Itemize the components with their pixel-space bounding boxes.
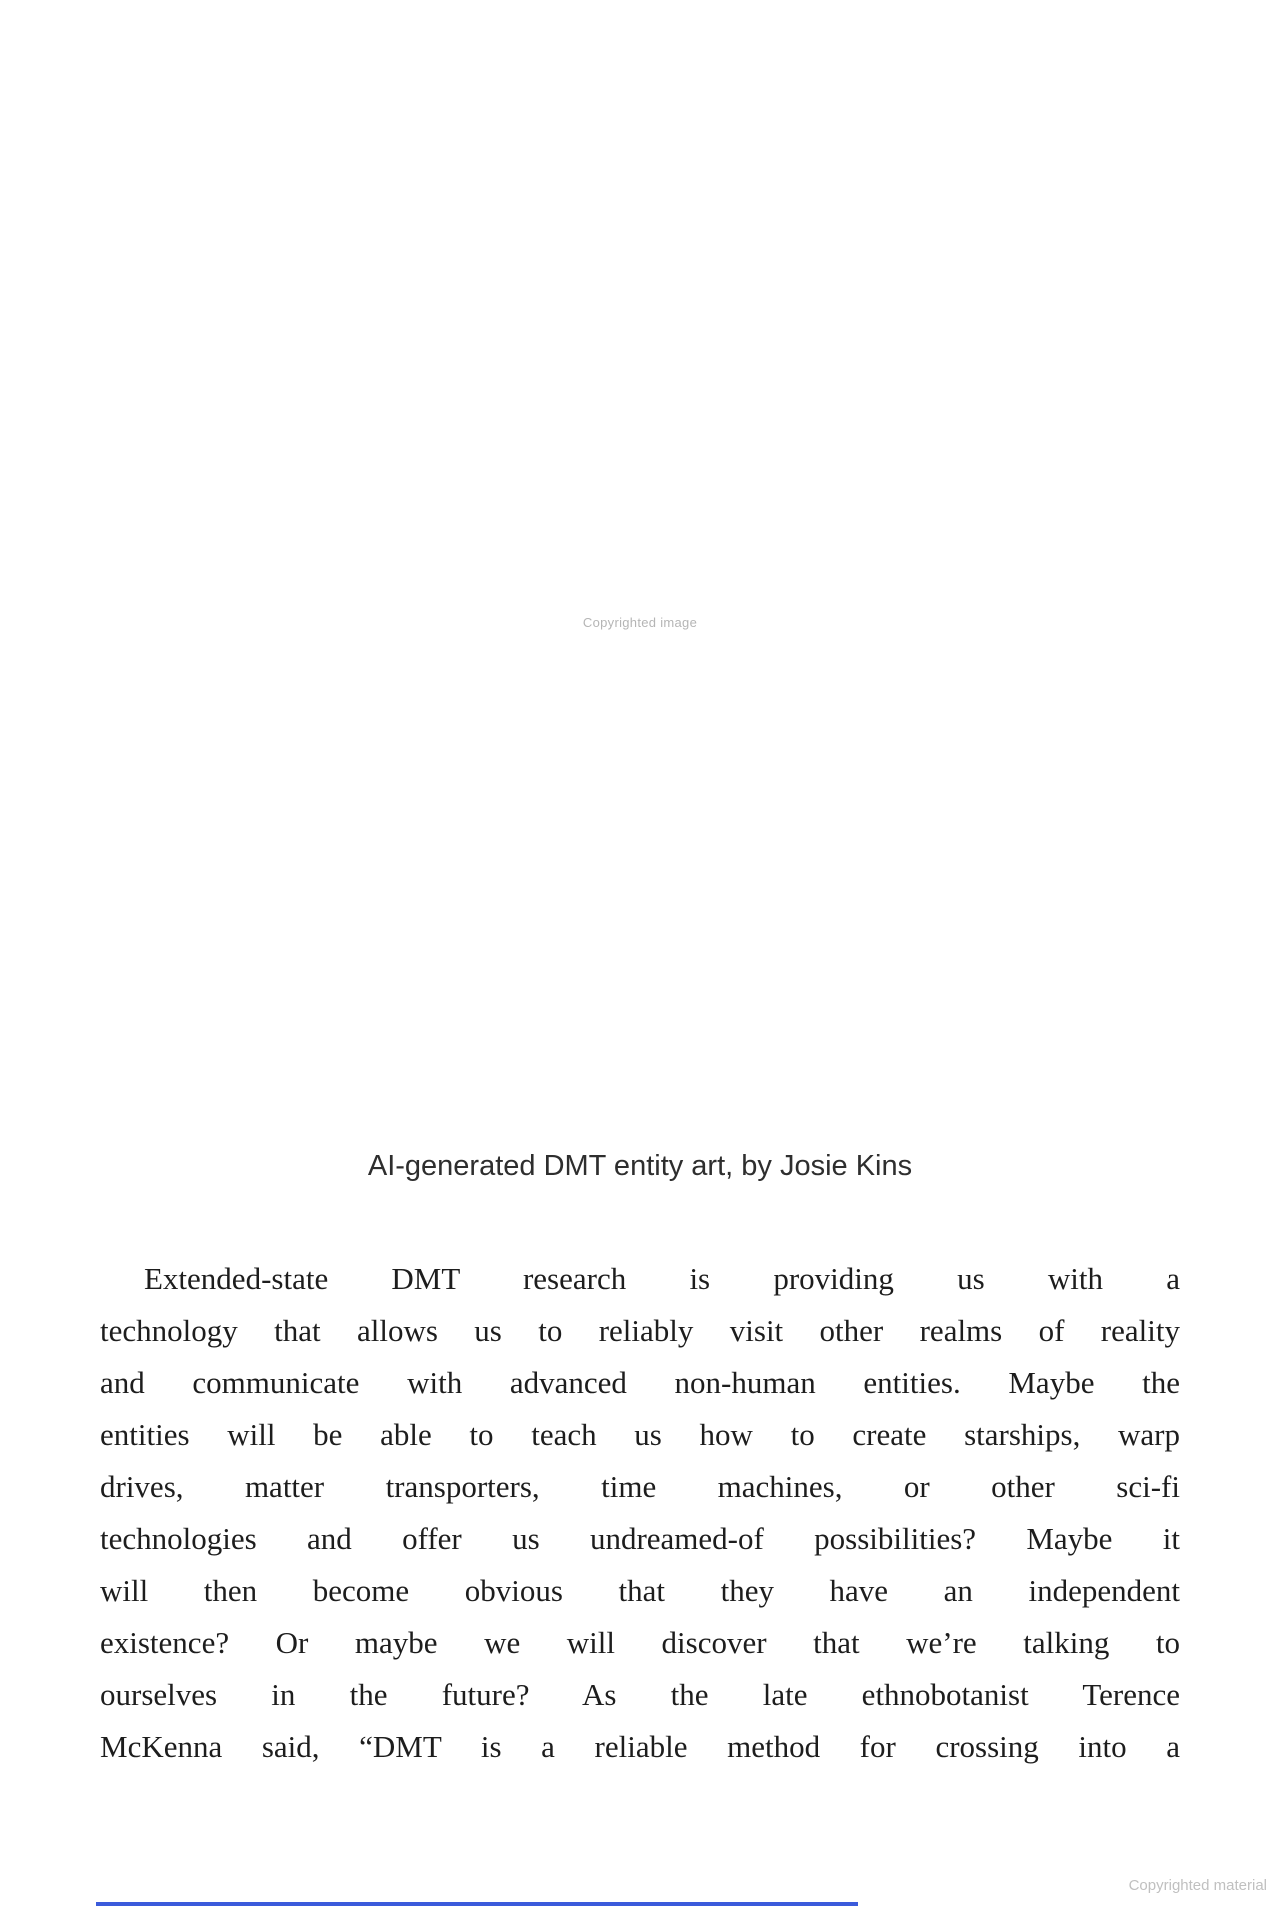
paragraph-line: will then become obvious that they have an independent: [100, 1573, 1180, 1608]
paragraph-line: technology that allows us to reliably visit other realms of reality: [100, 1313, 1180, 1348]
copyrighted-material-notice: Copyrighted material: [1128, 1877, 1267, 1894]
paragraph-line: entities will be able to teach us how to create starships, warp: [100, 1417, 1180, 1452]
paragraph-line: technologies and offer us undreamed-of possibilities? Maybe it: [100, 1521, 1180, 1556]
copyrighted-image-placeholder: Copyrighted image: [582, 615, 698, 630]
page-bottom-accent-bar: [96, 1902, 858, 1906]
paragraph-line: existence? Or maybe we will discover that we’re talking to: [100, 1625, 1180, 1660]
paragraph-line: drives, matter transporters, time machines, or other sci-fi: [100, 1469, 1180, 1504]
paragraph-line: and communicate with advanced non-human entities. Maybe the: [100, 1365, 1180, 1400]
paragraph: [100, 1253, 1180, 1773]
figure-caption: AI-generated DMT entity art, by Josie Kins: [367, 1150, 913, 1182]
paragraph-line: McKenna said, “DMT is a reliable method for crossing into a: [100, 1729, 1180, 1764]
paragraph-line: Extended-state DMT research is providing us with a: [144, 1261, 1180, 1296]
paragraph-line: ourselves in the future? As the late ethnobotanist Terence: [100, 1677, 1180, 1712]
